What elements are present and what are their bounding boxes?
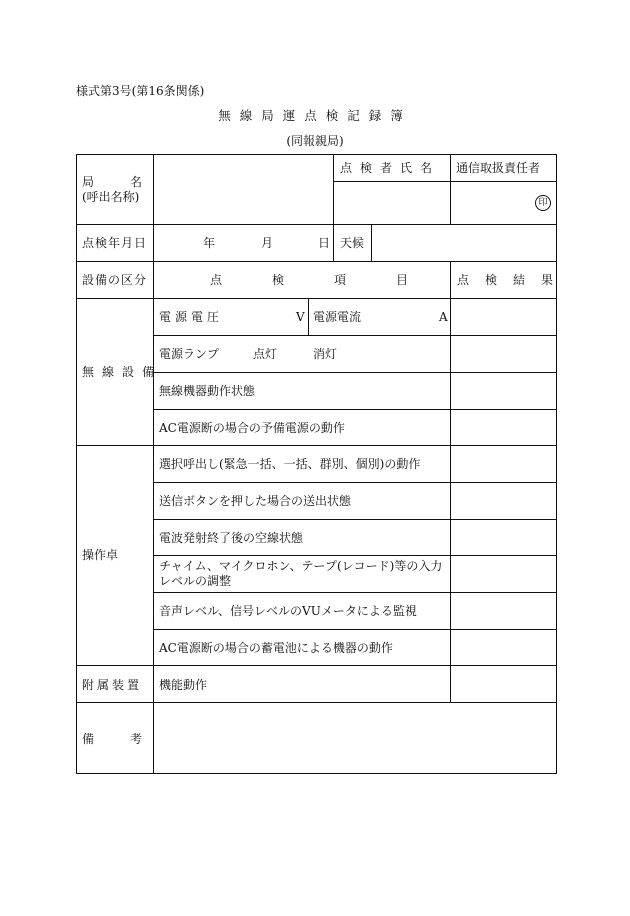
power-lamp-label: 電源ランプ (159, 347, 220, 361)
radio-equipment-label: 無線設備 (82, 365, 163, 379)
accessory-label: 附属装置 (82, 678, 143, 692)
console-item: チャイム、マイクロホン、テープ(レコード)等の入力 (159, 559, 443, 573)
station-name-label: 局 名 (82, 175, 143, 189)
console-item-continued: レベルの調整 (159, 574, 232, 588)
accessory-item: 機能動作 (159, 678, 208, 692)
power-current-label: 電源電流 (313, 310, 362, 324)
radio-item: 無線機器動作状態 (159, 384, 256, 398)
lamp-off-option: 消灯 (313, 347, 338, 361)
call-sign-label: (呼出名称) (82, 190, 140, 204)
equipment-category-header: 設備の区分 (82, 273, 148, 287)
date-month: 月 (261, 236, 274, 250)
console-label: 操作卓 (82, 548, 119, 562)
console-item: 送信ボタンを押した場合の送出状態 (159, 494, 352, 508)
date-day: 日 (318, 236, 331, 250)
current-unit: A (439, 310, 448, 324)
document-title: 無線局運点検記録簿 (218, 108, 412, 123)
remarks-label: 備 考 (82, 732, 143, 746)
lamp-on-option: 点灯 (253, 347, 278, 361)
weather-label: 天候 (340, 236, 365, 250)
console-item: 電波発射終了後の空線状態 (159, 531, 304, 545)
inspector-name-label: 点検者氏名 (340, 161, 441, 175)
console-item: 音声レベル、信号レベルのVUメータによる監視 (159, 604, 417, 618)
document-subtitle: (同報親局) (286, 134, 344, 148)
power-voltage-label: 電源電圧 (159, 310, 224, 324)
radio-item: AC電源断の場合の予備電源の動作 (159, 421, 345, 435)
inspection-result-header: 点検結果 (457, 273, 570, 287)
form-number: 様式第3号(第16条関係) (76, 84, 205, 98)
voltage-unit: V (296, 310, 305, 324)
inspection-date-label: 点検年月日 (82, 236, 148, 250)
date-year: 年 (203, 236, 216, 250)
inspection-item-header: 点検項目 (210, 273, 459, 287)
console-item: 選択呼出し(緊急一括、一括、群別、個別)の動作 (159, 457, 421, 471)
console-item: AC電源断の場合の蓄電池による機器の動作 (159, 641, 393, 655)
comm-manager-label: 通信取扱責任者 (456, 161, 541, 175)
seal-mark: 印 (535, 195, 551, 211)
